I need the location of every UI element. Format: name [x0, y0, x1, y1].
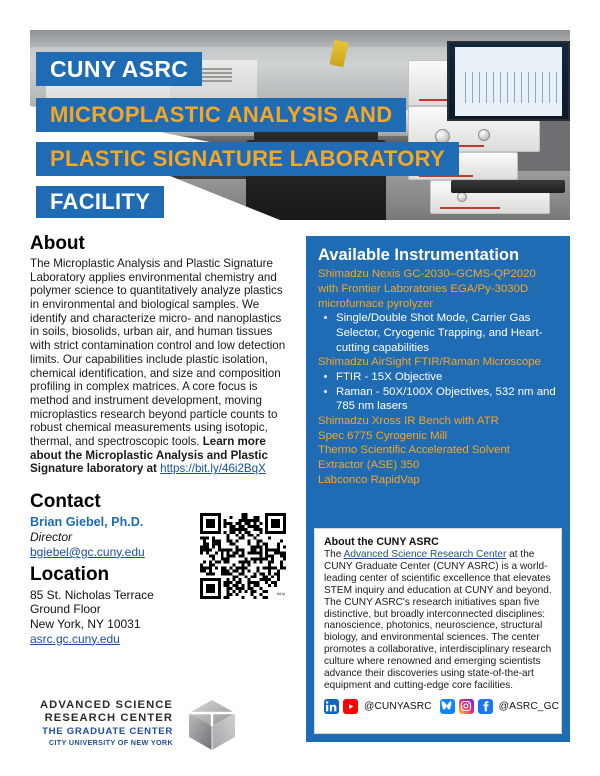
about-asrc-heading: About the CUNY ASRC — [324, 536, 439, 548]
youtube-icon[interactable] — [343, 699, 358, 714]
logo-line-city-university: CITY UNIVERSITY OF NEW YORK — [48, 738, 173, 748]
about-asrc-paragraph — [324, 549, 552, 692]
location-floor: Ground Floor — [30, 602, 101, 617]
about-bold-tail: Learn more about the Microplastic Analysis and Plastic Signature laboratory at — [30, 435, 268, 476]
cube-logo-icon — [185, 697, 239, 753]
social-links-row — [324, 699, 560, 714]
logo-line-research-center: RESEARCH CENTER — [44, 711, 173, 724]
instrumentation-item: Shimadzu AirSight FTIR/Raman Microscope — [318, 356, 541, 369]
advanced-science-research-center-link[interactable]: Advanced Science Research Center — [343, 549, 507, 560]
bullet-dot-icon: • — [323, 312, 328, 325]
instrumentation-item: Labconco RapidVap — [318, 473, 420, 486]
bluesky-icon[interactable] — [440, 699, 455, 714]
instrumentation-bullet — [318, 370, 558, 385]
instagram-icon[interactable] — [459, 699, 474, 714]
instrumentation-bullet-label: Single/Double Shot Mode, Carrier Gas Selector, Cryogenic Trapping, and Heart-cutting capabilities — [336, 312, 543, 354]
instrumentation-heading: Available Instrumentation — [318, 246, 520, 264]
instrumentation-panel — [306, 236, 570, 742]
contact-name: Brian Giebel, Ph.D. — [30, 514, 144, 529]
instrumentation-item: Thermo Scientific Accelerated Solvent Extractor (ASE) 350 — [318, 444, 510, 472]
instrumentation-bullet — [318, 385, 558, 414]
title-bar-microplastic-analysis: MICROPLASTIC ANALYSIS AND — [36, 98, 406, 132]
title-bar-facility: FACILITY — [36, 186, 164, 218]
social-handle-asrc-gc: @ASRC_GC — [498, 700, 560, 712]
logo-line-graduate-center: THE GRADUATE CENTER — [42, 726, 173, 738]
contact-email-link[interactable]: bgiebel@gc.cuny.edu — [30, 544, 145, 559]
contact-role: Director — [30, 529, 73, 544]
instrumentation-bullet-label: FTIR - 15X Objective — [336, 370, 443, 383]
logo-line-advanced-science: ADVANCED SCIENCE — [39, 699, 173, 711]
location-city: New York, NY 10031 — [30, 617, 141, 632]
bullet-dot-icon: • — [323, 370, 328, 383]
bullet-dot-icon: • — [323, 385, 328, 398]
title-bar-plastic-signature-laboratory: PLASTIC SIGNATURE LABORATORY — [36, 142, 459, 176]
instrumentation-item: Shimadzu Nexis GC-2030–GCMS-QP2020 with Frontier Laboratories EGA/Py-3030D microfurnace pyrolyzer — [318, 267, 536, 310]
linkedin-icon[interactable] — [324, 699, 339, 714]
title-bar-cuny-asrc: CUNY ASRC — [36, 52, 202, 86]
qr-code-caption: bit.ly — [276, 591, 285, 596]
about-paragraph — [30, 257, 292, 476]
instrumentation-item: Spec 6775 Cyrogenic Mill — [318, 429, 448, 442]
instrumentation-item: Shimadzu Xross IR Bench with ATR — [318, 414, 499, 427]
about-asrc-card — [314, 528, 562, 734]
social-handle-cunyasrc: @CUNYASRC — [364, 700, 432, 712]
location-street: 85 St. Nicholas Terrace — [30, 587, 154, 602]
location-website-link[interactable]: asrc.gc.cuny.edu — [30, 631, 120, 646]
about-asrc-lead: The — [324, 549, 344, 560]
location-heading: Location — [30, 564, 110, 585]
contact-heading: Contact — [30, 491, 101, 512]
qr-code[interactable] — [200, 513, 286, 599]
about-body-text: The Microplastic Analysis and Plastic Signature Laboratory applies environmental chemistry and polymer science to quantitatively analyze plastics in environmental and biological samples. We identify and characterize micro- and nanoplastics in soils, biosolids, urban air, and human tissues with strict contamination control and low detection limits. Our capabilities include plastic isolation, chemical identification, and size and composition profiling in complex matrices. A core focus is method and instrument development, moving microplastics research beyond particle counts to robust chemical measurements using isotopic, thermal, and spectroscopic tools. — [30, 256, 286, 449]
asrc-footer-logo — [33, 697, 283, 753]
about-learn-more-link[interactable]: https://bit.ly/46i2BqX — [160, 462, 266, 476]
about-section — [30, 234, 292, 476]
about-asrc-body: at the CUNY Graduate Center (CUNY ASRC) is a world-leading center of scientific excellence that elevates STEM inquiry and education at CUNY and beyond. The CUNY ASRC's research initiatives span five distinctive, but broadly interconnected disciplines: nanoscience, photonics, neuroscience, structural biology, and environmental sciences. The center promotes a collaborative, interdisciplinary research culture where renowned and emerging scientists advance their discoveries using state-of-the-art equipment and cutting-edge core facilities. — [324, 549, 552, 691]
instrumentation-bullet-label: Raman - 50X/100X Objectives, 532 nm and 785 nm lasers — [336, 385, 556, 413]
instrumentation-bullet — [318, 311, 558, 355]
instrumentation-list — [318, 267, 558, 488]
about-heading: About — [30, 233, 85, 254]
facebook-icon[interactable] — [478, 699, 493, 714]
hero-banner — [30, 30, 570, 220]
